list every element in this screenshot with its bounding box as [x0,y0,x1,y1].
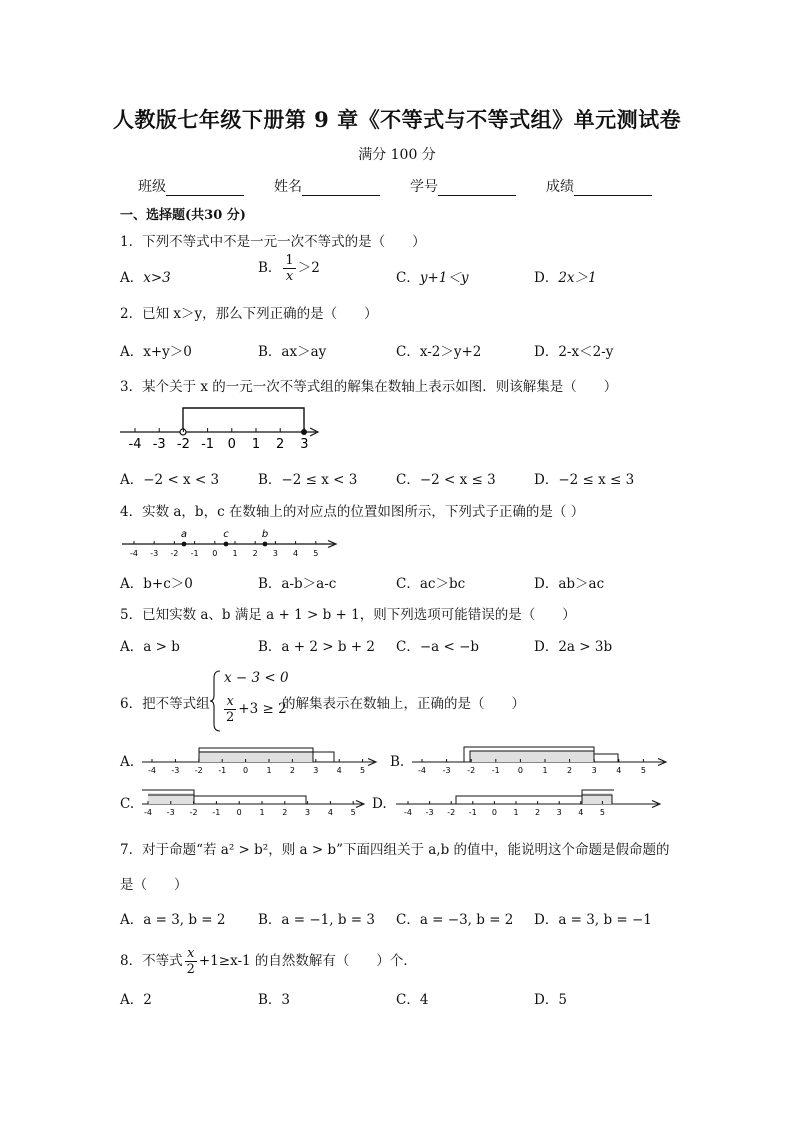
q6c-tick-label: 0 [236,808,242,817]
q4-point-a [182,542,187,547]
q7-option-a: A．a = 3, b = 2 [120,912,226,928]
q5-option-b: B．a + 2 > b + 2 [258,639,375,655]
q8-option-d: D．5 [534,992,567,1008]
q2-option-c: C．x-2＞y+2 [396,344,482,360]
q6b-tick-label: 2 [567,766,573,775]
question-1-stem: 1．下列不等式中不是一元一次不等式的是（ ） [120,234,426,250]
q6a-tick-label: 1 [266,766,272,775]
q6-option-a-label: A. [120,754,135,770]
q1-option-c: C．y+1＜y [396,270,469,286]
q6c-tick-label: 4 [327,808,333,817]
q6-option-c-label: C. [120,796,135,812]
q6c-tick-label: 5 [350,808,356,817]
q6a-tick-label: 4 [336,766,342,775]
q6a-tick-label: 3 [313,766,319,775]
q6c-tick-label: 1 [259,808,265,817]
q5-option-d: D．2a > 3b [534,639,613,655]
q6a-tick-label: -1 [218,766,227,775]
q4-tick-label: 3 [272,549,278,558]
q5-option-c: C．−a < −b [396,639,480,655]
system-brace [210,670,222,732]
q6b-tick-label: -4 [418,766,426,775]
q4-number-line [118,526,342,558]
q4-option-c: C．ac＞bc [396,576,466,592]
q1-option-d: D．2x＞1 [534,270,597,286]
question-7-stem-line1: 7．对于命题“若 a² > b²，则 a > b”下面四组关于 a,b 的值中，能说明这个命题是假命题的 [120,842,670,858]
q6c-tick-label: -3 [166,808,175,817]
question-3-stem: 3．某个关于 x 的一元一次不等式组的解集在数轴上表示如图．则该解集是（ ） [120,379,618,395]
q6-option-b-number-line[interactable] [408,742,670,776]
q6c-tick-label: 2 [282,808,288,817]
q4-tick-label: 1 [232,549,238,558]
q5-option-a: A．a > b [120,639,180,655]
q6b-tick-label: -3 [442,766,451,775]
question-4-stem: 4．实数 a，b，c 在数轴上的对应点的位置如图所示，下列式子正确的是（ ） [120,504,585,520]
q2-option-d: D．2-x＜2-y [534,344,614,360]
q6b-tick-label: 1 [542,766,548,775]
q6c-tick-label: -2 [189,808,198,817]
q3-number-line [118,398,328,454]
full-score: 满分 100 分 [358,147,436,163]
q6c-tick-label: 3 [305,808,311,817]
q3-option-d: D．−2 ≤ x ≤ 3 [534,472,635,488]
q6d-tick-label: -3 [425,808,434,817]
q3-option-a: A．−2 < x < 3 [120,472,220,488]
q6d-tick-label: 3 [556,808,562,817]
q6d-tick-label: -1 [468,808,477,817]
q3-tick-label: -3 [152,437,166,452]
q6d-tick-label: 5 [599,808,605,817]
q6-option-a-number-line[interactable] [138,742,382,776]
student-id-field: 学号 [410,176,516,196]
q6c-tick-label: -1 [212,808,221,817]
section-heading: 一、选择题(共30 分) [120,208,246,223]
page-title: 人教版七年级下册第 9 章《不等式与不等式组》单元测试卷 [112,107,682,132]
q3-option-b: B．−2 ≤ x < 3 [258,472,358,488]
q6a-tick-label: 2 [289,766,295,775]
question-5-stem: 5．已知实数 a、b 满足 a + 1 > b + 1，则下列选项可能错误的是（ ） [120,607,576,623]
q4-tick-label: 4 [293,549,299,558]
q4-tick-label: -1 [190,549,199,558]
q3-tick-label: 1 [251,437,261,452]
q8-option-c: C．4 [396,992,429,1008]
q6b-tick-label: 0 [517,766,523,775]
q6-option-d-label: D. [372,796,387,812]
q6b-tick-label: 5 [640,766,646,775]
q6-inequality-2: $\frac{x}{2}$ +3 ≥ 2 [226,694,287,725]
q4-label-c: c [223,529,229,540]
q2-option-a: A．x+y＞0 [120,344,192,360]
q7-option-c: C．a = −3, b = 2 [396,912,514,928]
question-7-stem-line2: 是（ ） [120,877,188,893]
q3-tick-label: -4 [128,437,142,452]
q4-tick-label: 0 [212,549,218,558]
q4-option-b: B．a-b＞a-c [258,576,337,592]
q6a-tick-label: 0 [243,766,249,775]
class-field: 班级 [138,176,244,196]
name-field: 姓名 [274,176,380,196]
q4-point-b [263,542,268,547]
q6b-tick-label: 4 [616,766,622,775]
q6-option-c-number-line[interactable] [138,784,370,818]
q3-tick-label: 2 [276,437,285,452]
q7-option-b: B．a = −1, b = 3 [258,912,375,928]
q4-tick-label: -3 [150,549,159,558]
q6b-tick-label: -1 [491,766,500,775]
q4-label-b: b [261,529,269,540]
q6d-tick-label: -4 [404,808,412,817]
q3-tick-label: 3 [300,437,309,452]
q6a-tick-label: -2 [194,766,203,775]
q6-option-b-label: B. [390,754,405,770]
q4-tick-label: -4 [130,549,138,558]
q1-option-b: B． $\frac{1}{x}$ ＞2 [258,253,320,284]
q6-option-d-number-line[interactable] [392,784,666,818]
score-field: 成绩 [546,176,652,196]
q6d-tick-label: 1 [513,808,519,817]
q8-option-a: A．2 [120,992,152,1008]
q6a-tick-label: -3 [171,766,180,775]
q2-option-b: B．ax＞ay [258,344,327,360]
q3-option-c: C．−2 < x ≤ 3 [396,472,496,488]
question-8-stem: 8．不等式 $\frac{x}{2}$ +1≥x-1 的自然数解有（ ）个． [120,946,417,977]
q6b-tick-label: 3 [591,766,597,775]
q6d-tick-label: 4 [578,808,584,817]
q4-point-c [224,542,229,547]
q4-option-a: A．b+c＞0 [120,576,193,592]
q6-inequality-1: x − 3 < 0 [224,670,289,686]
q6d-tick-label: -2 [447,808,456,817]
q6c-tick-label: -4 [144,808,152,817]
question-2-stem: 2．已知 x＞y，那么下列正确的是（ ） [120,306,378,322]
q6b-tick-label: -2 [467,766,476,775]
q4-tick-label: -2 [170,549,179,558]
q1-option-a: A．x>3 [120,270,171,286]
q6d-tick-label: 2 [535,808,541,817]
q8-option-b: B．3 [258,992,291,1008]
q3-tick-label: 0 [227,437,236,452]
q4-option-d: D．ab＞ac [534,576,605,592]
q6d-tick-label: 0 [491,808,497,817]
q4-tick-label: 5 [313,549,319,558]
q3-tick-label: -1 [201,437,215,452]
q4-label-a: a [180,529,188,540]
q3-tick-label: -2 [176,437,190,452]
q4-tick-label: 2 [252,549,258,558]
q7-option-d: D．a = 3, b = −1 [534,912,652,928]
question-6-stem: 6．把不等式组 x − 3 < 0 $\frac{x}{2}$ +3 ≥ 2 的解集表示在数轴上，正确的是（ ） [120,668,680,734]
q6a-tick-label: -4 [148,766,156,775]
q6a-tick-label: 5 [360,766,366,775]
